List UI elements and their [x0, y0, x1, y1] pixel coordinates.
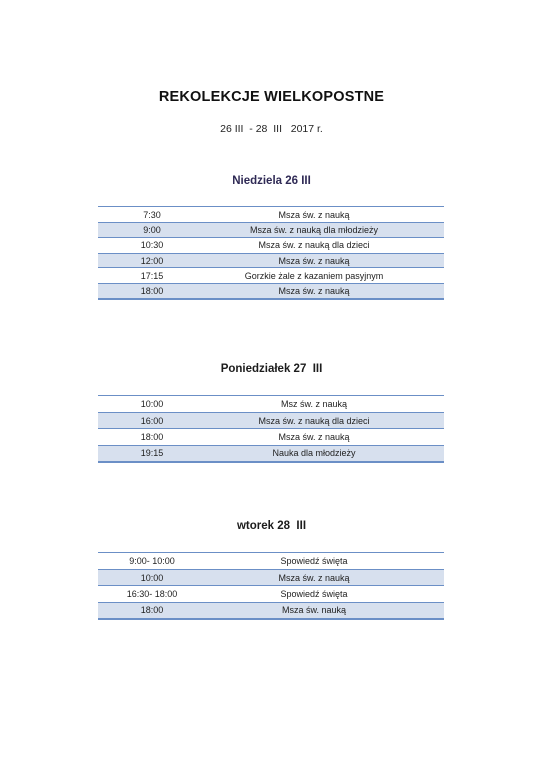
- time-cell: 9:00: [143, 224, 161, 235]
- time-cell: 10:00: [140, 399, 164, 410]
- event-cell: Msza św. z nauką: [278, 431, 350, 442]
- table-row: [98, 222, 444, 237]
- table-row: [98, 569, 444, 585]
- event-cell: Msza św. z nauką dla dzieci: [258, 415, 370, 426]
- event-cell: Spowiedź święta: [280, 556, 348, 567]
- section-heading-monday: Poniedziałek 27 III: [220, 363, 323, 375]
- table-row: [98, 207, 444, 222]
- event-cell: Msza św. nauką: [281, 605, 347, 616]
- schedule-table-tuesday: [98, 552, 444, 620]
- time-cell: 18:00: [140, 605, 164, 616]
- event-cell: Msz św. z nauką: [280, 399, 348, 410]
- time-cell: 7:30: [143, 209, 161, 220]
- event-cell: Msza św. z nauką dla młodzieży: [249, 224, 379, 235]
- time-cell: 18:00: [140, 431, 164, 442]
- time-cell: 18:00: [140, 286, 164, 297]
- table-row: [98, 412, 444, 428]
- document-title: REKOLEKCJE WIELKOPOSTNE: [158, 89, 385, 105]
- event-cell: Spowiedź święta: [280, 588, 348, 599]
- table-row: [98, 396, 444, 412]
- time-cell: 10:00: [140, 572, 164, 583]
- table-row: [98, 283, 444, 298]
- table-row: [98, 238, 444, 253]
- table-row: [98, 586, 444, 602]
- schedule-table-monday: [98, 395, 444, 463]
- table-row: [98, 602, 444, 618]
- event-cell: Gorzkie żale z kazaniem pasyjnym: [244, 270, 384, 281]
- schedule-table-sunday: [98, 206, 444, 300]
- time-cell: 16:00: [140, 415, 164, 426]
- section-heading-tuesday: wtorek 28 III: [236, 520, 307, 532]
- table-row: [98, 429, 444, 445]
- time-cell: 19:15: [140, 448, 164, 459]
- time-cell: 16:30- 18:00: [126, 588, 178, 599]
- event-cell: Msza św. z nauką: [278, 286, 350, 297]
- table-row: [98, 253, 444, 268]
- section-heading-sunday: Niedziela 26 III: [232, 175, 311, 187]
- date-range: 26 III - 28 III 2017 r.: [220, 123, 323, 135]
- event-cell: Msza św. z nauką dla dzieci: [258, 240, 370, 251]
- time-cell: 10:30: [140, 240, 164, 251]
- time-cell: 17:15: [140, 270, 164, 281]
- table-row: [98, 553, 444, 569]
- table-row: [98, 268, 444, 283]
- time-cell: 12:00: [140, 255, 164, 266]
- table-row: [98, 445, 444, 461]
- event-cell: Msza św. z nauką: [278, 255, 350, 266]
- event-cell: Msza św. z nauką: [278, 572, 350, 583]
- event-cell: Msza św. z nauką: [278, 209, 350, 220]
- event-cell: Nauka dla młodzieży: [272, 448, 356, 459]
- time-cell: 9:00- 10:00: [129, 556, 175, 567]
